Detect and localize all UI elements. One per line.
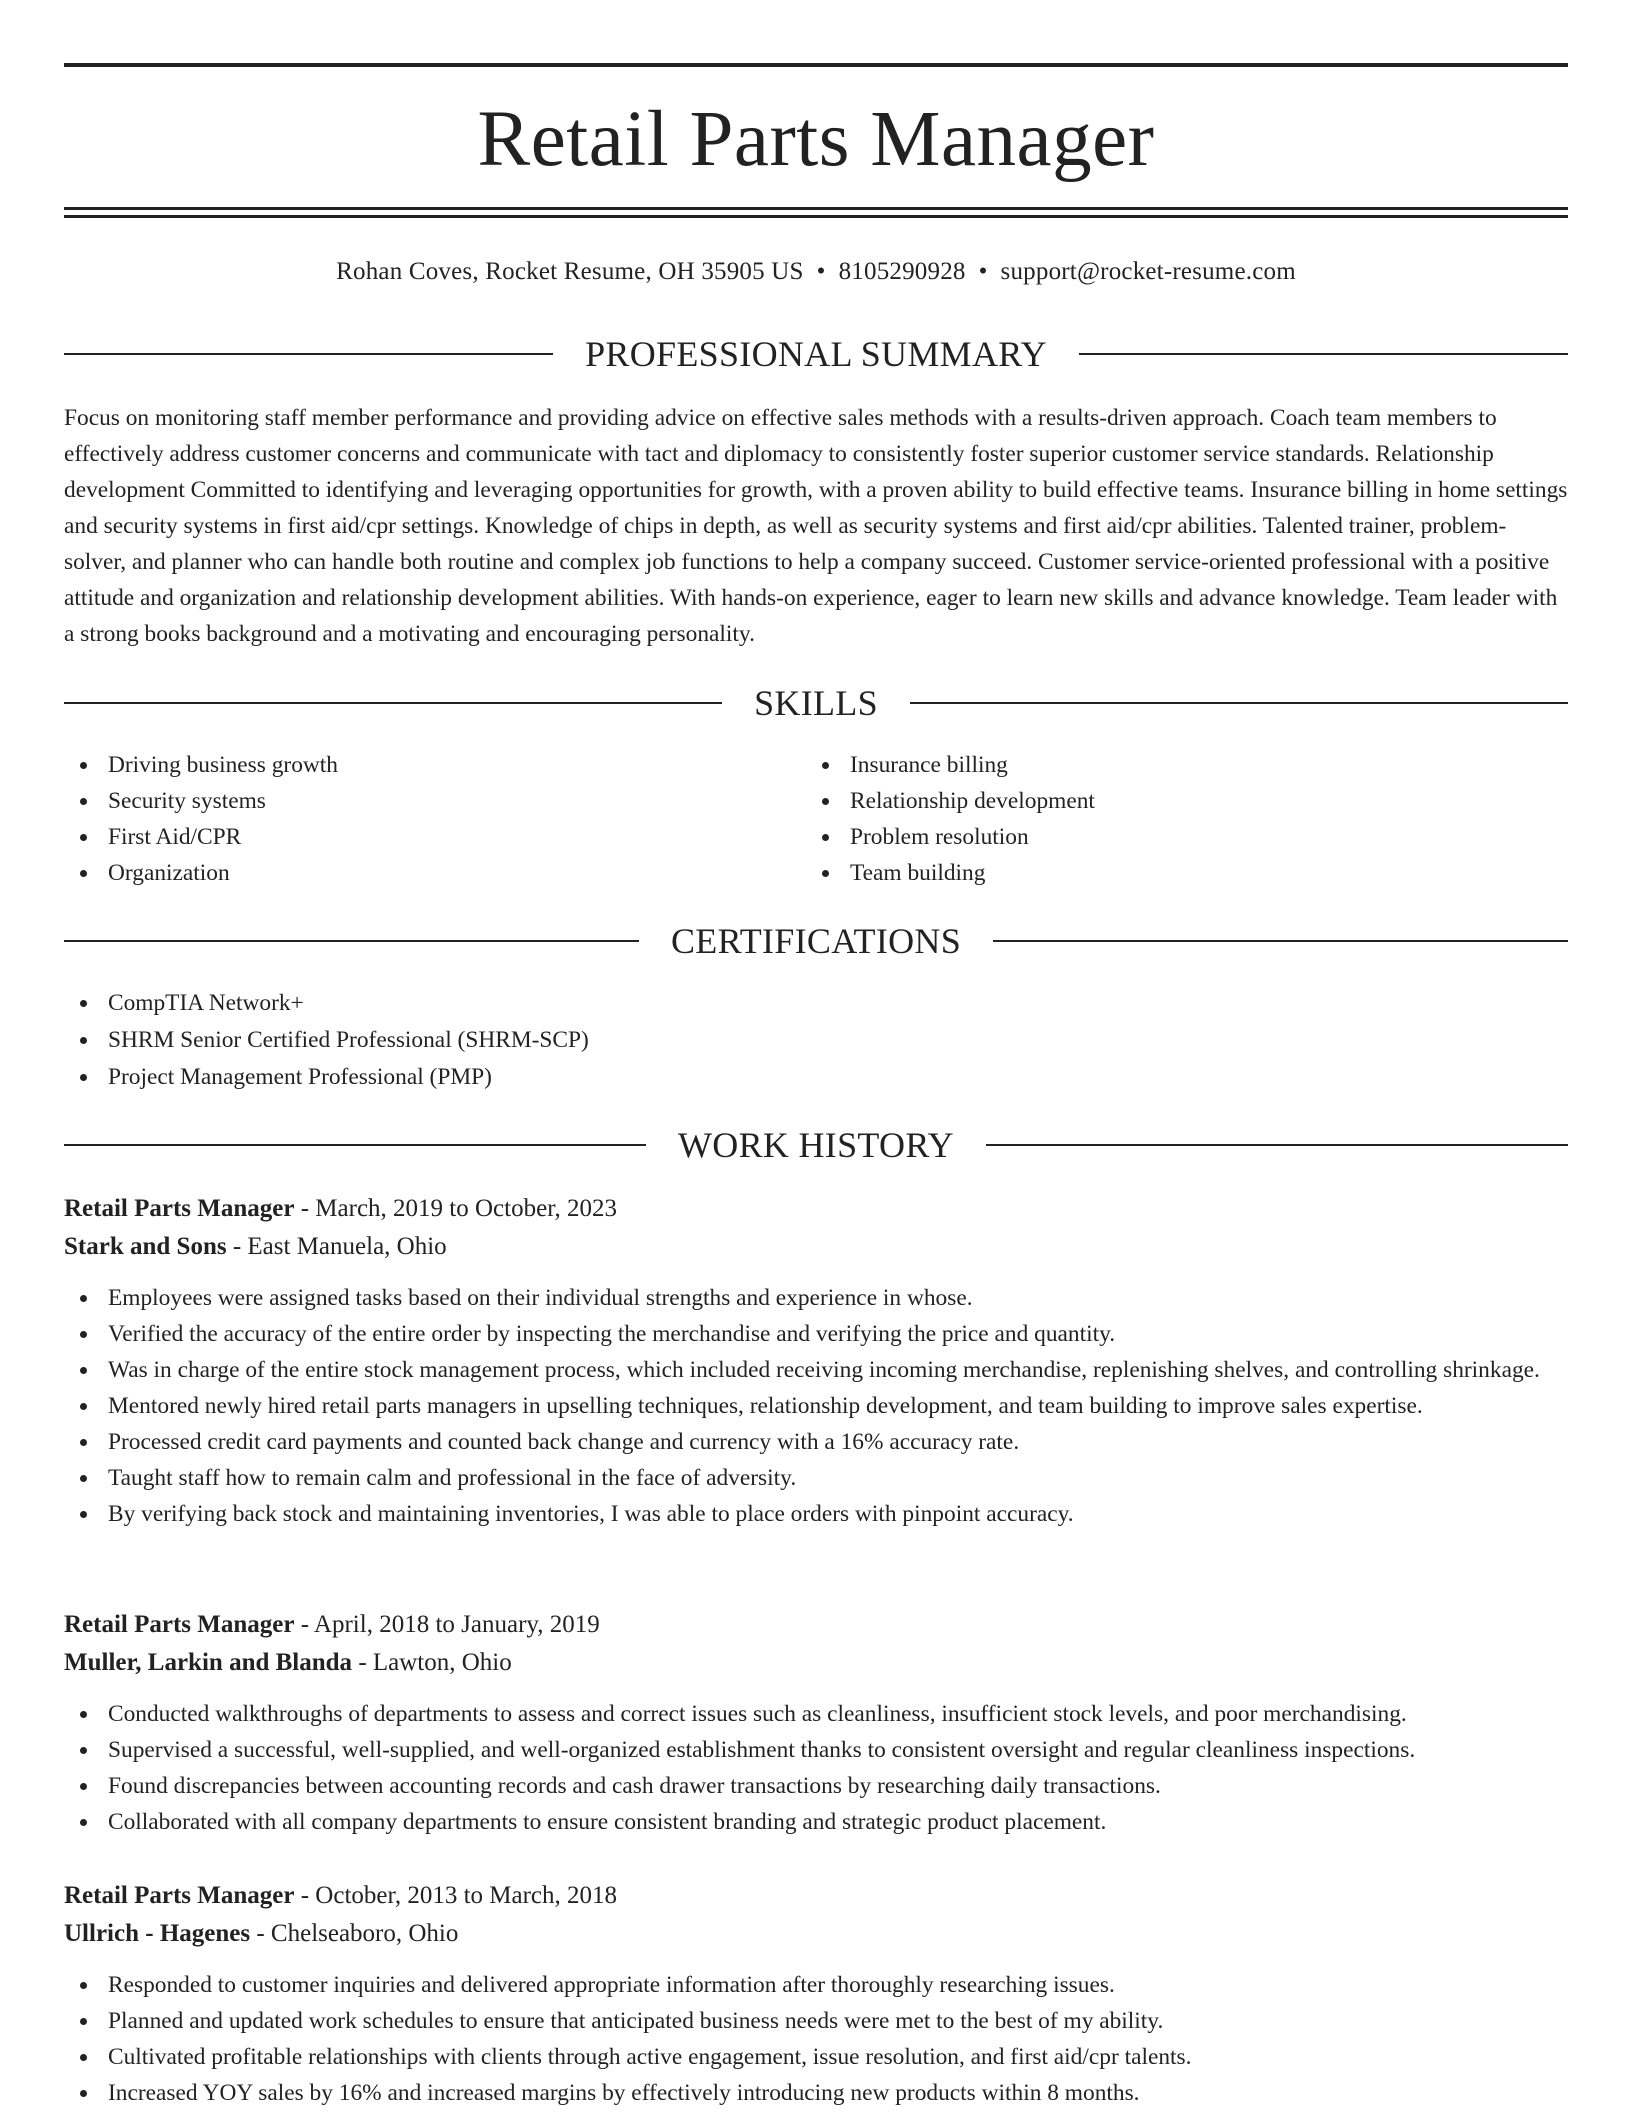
job-duty: Verified the accuracy of the entire order by inspecting the merchandise and verifying the price and quantity.	[64, 1316, 1568, 1352]
section-rule	[993, 940, 1568, 942]
skill-item: First Aid/CPR	[64, 819, 804, 855]
section-rule	[64, 940, 639, 942]
job-company-line	[64, 1644, 1568, 1682]
resume-title: Retail Parts Manager	[477, 96, 1155, 183]
job-duty: Taught staff how to remain calm and professional in the face of adversity.	[64, 1460, 1568, 1496]
skill-item: Driving business growth	[64, 747, 804, 783]
skills-list-right	[806, 747, 1566, 891]
contact-separator: •	[816, 258, 826, 285]
job-company: Muller, Larkin and Blanda	[64, 1649, 353, 1676]
skill-item: Insurance billing	[806, 747, 1566, 783]
title-divider-upper	[64, 207, 1568, 210]
section-rule	[64, 1144, 646, 1146]
job-duties	[64, 1280, 1568, 1532]
section-rule	[910, 702, 1568, 704]
job-entry	[64, 1606, 1568, 1840]
section-rule	[64, 353, 553, 355]
certifications-heading: CERTIFICATIONS	[670, 921, 962, 961]
certification-item: Project Management Professional (PMP)	[64, 1059, 1568, 1096]
certification-item: CompTIA Network+	[64, 985, 1568, 1022]
job-entry	[64, 1190, 1568, 1532]
work-history-section-header	[64, 1123, 1568, 1167]
job-duty: Collaborated with all company departments to ensure consistent branding and strategic product placement.	[64, 1804, 1568, 1840]
job-title-line	[64, 1606, 1568, 1644]
job-company-line	[64, 1915, 1568, 1953]
top-divider	[64, 63, 1568, 67]
title-divider-lower	[64, 215, 1568, 218]
job-duty: By verifying back stock and maintaining inventories, I was able to place orders with pinpoint accuracy.	[64, 1496, 1568, 1532]
contact-phone: 8105290928	[838, 258, 966, 285]
job-company-line	[64, 1228, 1568, 1266]
contact-email: support@rocket-resume.com	[1000, 258, 1296, 285]
skills-list-left	[64, 747, 804, 891]
summary-text: Focus on monitoring staff member performance and providing advice on effective sales methods with a results-driven approach. Coach team members to effectively address customer concerns and communicate with tact and diplomacy to consistently foster superior customer service standards. Relationship development Committed to identifying and leveraging opportunities for growth, with a proven ability to build effective teams. Insurance billing in home settings and security systems in first aid/cpr settings. Knowledge of chips in depth, as well as security systems and first aid/cpr abilities. Talented trainer, problem-solver, and planner who can handle both routine and complex job functions to help a company succeed. Customer service-oriented professional with a positive attitude and organization and relationship development abilities. With hands-on experience, eager to learn new skills and advance knowledge. Team leader with a strong books background and a motivating and encouraging personality.	[64, 405, 1568, 647]
job-location: - East Manuela, Ohio	[226, 1233, 447, 1260]
skills-section-header	[64, 681, 1568, 725]
contact-separator: •	[978, 258, 988, 285]
job-title: Retail Parts Manager	[64, 1195, 295, 1222]
section-rule	[1079, 353, 1568, 355]
job-location: - Chelseaboro, Ohio	[250, 1920, 459, 1947]
job-duty: Cultivated profitable relationships with clients through active engagement, issue resolution, and first aid/cpr talents.	[64, 2039, 1568, 2075]
section-rule	[64, 702, 722, 704]
job-title-line	[64, 1877, 1568, 1915]
job-title-line	[64, 1190, 1568, 1228]
skill-item: Organization	[64, 855, 804, 891]
skill-item: Security systems	[64, 783, 804, 819]
job-company: Ullrich - Hagenes	[64, 1920, 251, 1947]
skill-item: Relationship development	[806, 783, 1566, 819]
job-dates: - March, 2019 to October, 2023	[294, 1195, 618, 1222]
job-duty: Conducted walkthroughs of departments to assess and correct issues such as cleanliness, insufficient stock levels, and poor merchandising.	[64, 1696, 1568, 1732]
summary-section-header	[64, 332, 1568, 376]
job-duty: Mentored newly hired retail parts managers in upselling techniques, relationship development, and team building to improve sales expertise.	[64, 1388, 1568, 1424]
job-duty: Found discrepancies between accounting records and cash drawer transactions by researching daily transactions.	[64, 1768, 1568, 1804]
job-duty: Increased YOY sales by 16% and increased margins by effectively introducing new products within 8 months.	[64, 2075, 1568, 2111]
job-duty: Processed credit card payments and counted back change and currency with a 16% accuracy rate.	[64, 1424, 1568, 1460]
summary-heading: PROFESSIONAL SUMMARY	[585, 334, 1047, 374]
skill-item: Team building	[806, 855, 1566, 891]
job-title: Retail Parts Manager	[64, 1611, 295, 1638]
job-title: Retail Parts Manager	[64, 1882, 295, 1909]
certifications-list	[64, 985, 1568, 1096]
section-rule	[986, 1144, 1568, 1146]
job-duty: Employees were assigned tasks based on their individual strengths and experience in whose.	[64, 1280, 1568, 1316]
job-duty: Supervised a successful, well-supplied, and well-organized establishment thanks to consistent oversight and regular cleanliness inspections.	[64, 1732, 1568, 1768]
job-duty: Was in charge of the entire stock management process, which included receiving incoming merchandise, replenishing shelves, and controlling shrinkage.	[64, 1352, 1568, 1388]
job-dates: - April, 2018 to January, 2019	[294, 1611, 600, 1638]
skill-item: Problem resolution	[806, 819, 1566, 855]
skills-heading: SKILLS	[754, 683, 878, 723]
job-duty: Responded to customer inquiries and delivered appropriate information after thoroughly researching issues.	[64, 1967, 1568, 2003]
work-history-heading: WORK HISTORY	[678, 1125, 954, 1165]
contact-line	[64, 255, 1568, 289]
job-duties	[64, 1967, 1568, 2111]
certification-item: SHRM Senior Certified Professional (SHRM-SCP)	[64, 1022, 1568, 1059]
job-duty: Planned and updated work schedules to ensure that anticipated business needs were met to the best of my ability.	[64, 2003, 1568, 2039]
job-company: Stark and Sons	[64, 1233, 227, 1260]
job-entry	[64, 1877, 1568, 2111]
certifications-section-header	[64, 919, 1568, 963]
job-duties	[64, 1696, 1568, 1840]
contact-address: Rohan Coves, Rocket Resume, OH 35905 US	[336, 258, 804, 285]
job-dates: - October, 2013 to March, 2018	[294, 1882, 618, 1909]
job-location: - Lawton, Ohio	[352, 1649, 512, 1676]
